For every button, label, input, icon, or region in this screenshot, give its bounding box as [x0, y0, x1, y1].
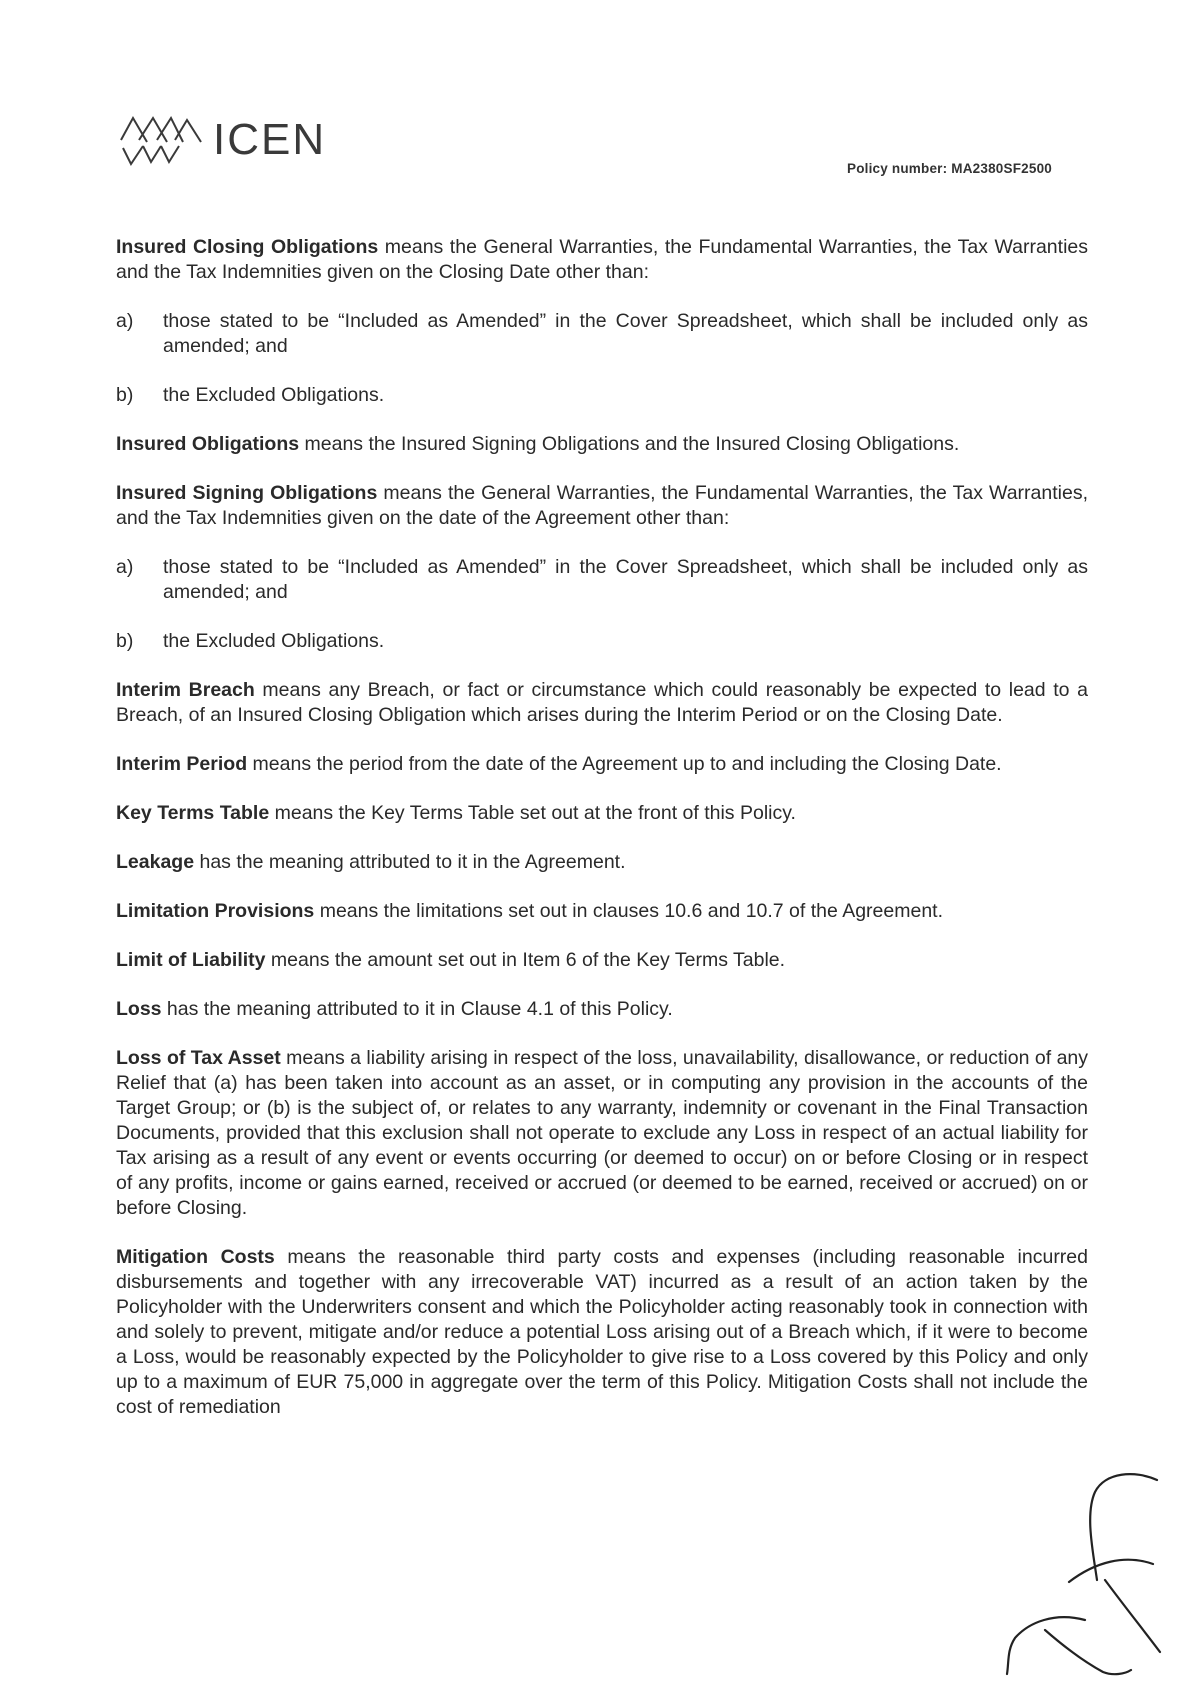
definition-insured-obligations: [116, 432, 1088, 457]
definition-limit-of-liability: [116, 948, 1088, 973]
logo-mark-icon: [117, 112, 205, 168]
definition-term: Loss: [116, 998, 162, 1020]
definition-text: means the General Warranties, the Fundamental Warranties, the Tax Warranties, and the Tax Indemnities given on the date of the Agreement other than:: [116, 482, 1088, 529]
definition-text: has the meaning attributed to it in Clause 4.1 of this Policy.: [161, 998, 673, 1020]
definition-term: Mitigation Costs: [116, 1246, 275, 1268]
list-item: [116, 629, 1088, 654]
definition-text: means the amount set out in Item 6 of the Key Terms Table.: [265, 949, 786, 971]
list-item: [116, 383, 1088, 408]
definition-text: means a liability arising in respect of the loss, unavailability, disallowance, or reduction of any Relief that (a) has been taken into account as an asset, or in computing any provision in the accounts of the Target Group; or (b) is the subject of, or relates to any warranty, indemnity or covenant in the Final Transaction Documents, provided that this exclusion shall not operate to exclude any Loss in respect of an actual liability for Tax arising as a result of any event or events occurring (or deemed to occur) on or before Closing or in respect of any profits, income or gains earned, received or accrued (or deemed to be earned, received or accrued) on or before Closing.: [116, 1047, 1089, 1219]
definition-limitation-provisions: [116, 899, 1088, 924]
definitions-list: [116, 235, 1088, 1444]
list-text: the Excluded Obligations.: [163, 384, 385, 406]
definition-text: means the limitations set out in clauses 10.6 and 10.7 of the Agreement.: [314, 900, 943, 922]
definition-term: Insured Closing Obligations: [116, 236, 379, 258]
definition-text: means the reasonable third party costs and expenses (including reasonable incurred disbursements and together with any irrecoverable VAT) incurred as a result of an action taken by the Policyholder with the Underwriters consent and which the Policyholder acting reasonably took in connection with and solely to prevent, mitigate and/or reduce a potential Loss arising out of a Breach which, if it were to become a Loss, would be reasonably expected by the Policyholder to give rise to a Loss covered by this Policy and only up to a maximum of EUR 75,000 in aggregate over the term of this Policy. Mitigation Costs shall not include the cost of remediation: [116, 1246, 1088, 1418]
definition-loss-of-tax-asset: [116, 1046, 1088, 1221]
logo-text: ICEN: [213, 115, 327, 164]
definition-loss: [116, 997, 1088, 1022]
list-label: b): [116, 384, 134, 406]
definition-key-terms-table: [116, 801, 1088, 826]
definition-text: means the General Warranties, the Fundamental Warranties, the Tax Warranties and the Tax Indemnities given on the Closing Date other than:: [116, 236, 1088, 283]
list-label: b): [116, 630, 134, 652]
definition-term: Loss of Tax Asset: [116, 1047, 281, 1069]
definition-interim-breach: [116, 678, 1088, 728]
definition-text: means any Breach, or fact or circumstance which could reasonably be expected to lead to a Breach, of an Insured Closing Obligation which arises during the Interim Period or on the Closing Date.: [116, 679, 1088, 726]
list-text: the Excluded Obligations.: [163, 630, 385, 652]
list-text: those stated to be “Included as Amended” in the Cover Spreadsheet, which shall be included only as amended; and: [163, 556, 1088, 603]
definition-term: Interim Breach: [116, 679, 255, 701]
definition-term: Key Terms Table: [116, 802, 270, 824]
list-item: [116, 555, 1088, 605]
definition-mitigation-costs: [116, 1245, 1088, 1420]
definition-text: means the Insured Signing Obligations and the Insured Closing Obligations.: [299, 433, 960, 455]
list-text: those stated to be “Included as Amended” in the Cover Spreadsheet, which shall be included only as amended; and: [163, 310, 1088, 357]
list-label: a): [116, 556, 134, 578]
definition-term: Interim Period: [116, 753, 248, 775]
definition-leakage: [116, 850, 1088, 875]
definition-term: Leakage: [116, 851, 195, 873]
policy-number: Policy number: MA2380SF2500: [847, 161, 1052, 176]
company-logo: [117, 112, 326, 168]
definition-interim-period: [116, 752, 1088, 777]
list-label: a): [116, 310, 134, 332]
definition-term: Insured Obligations: [116, 433, 300, 455]
definition-insured-signing-obligations: [116, 481, 1088, 531]
signature-initials-icon: [985, 1462, 1175, 1682]
definition-text: has the meaning attributed to it in the Agreement.: [194, 851, 626, 873]
list-item: [116, 309, 1088, 359]
definition-term: Limit of Liability: [116, 949, 266, 971]
definition-text: means the period from the date of the Agreement up to and including the Closing Date.: [247, 753, 1002, 775]
definition-term: Insured Signing Obligations: [116, 482, 378, 504]
definition-term: Limitation Provisions: [116, 900, 315, 922]
definition-text: means the Key Terms Table set out at the front of this Policy.: [269, 802, 796, 824]
definition-insured-closing-obligations: [116, 235, 1088, 285]
